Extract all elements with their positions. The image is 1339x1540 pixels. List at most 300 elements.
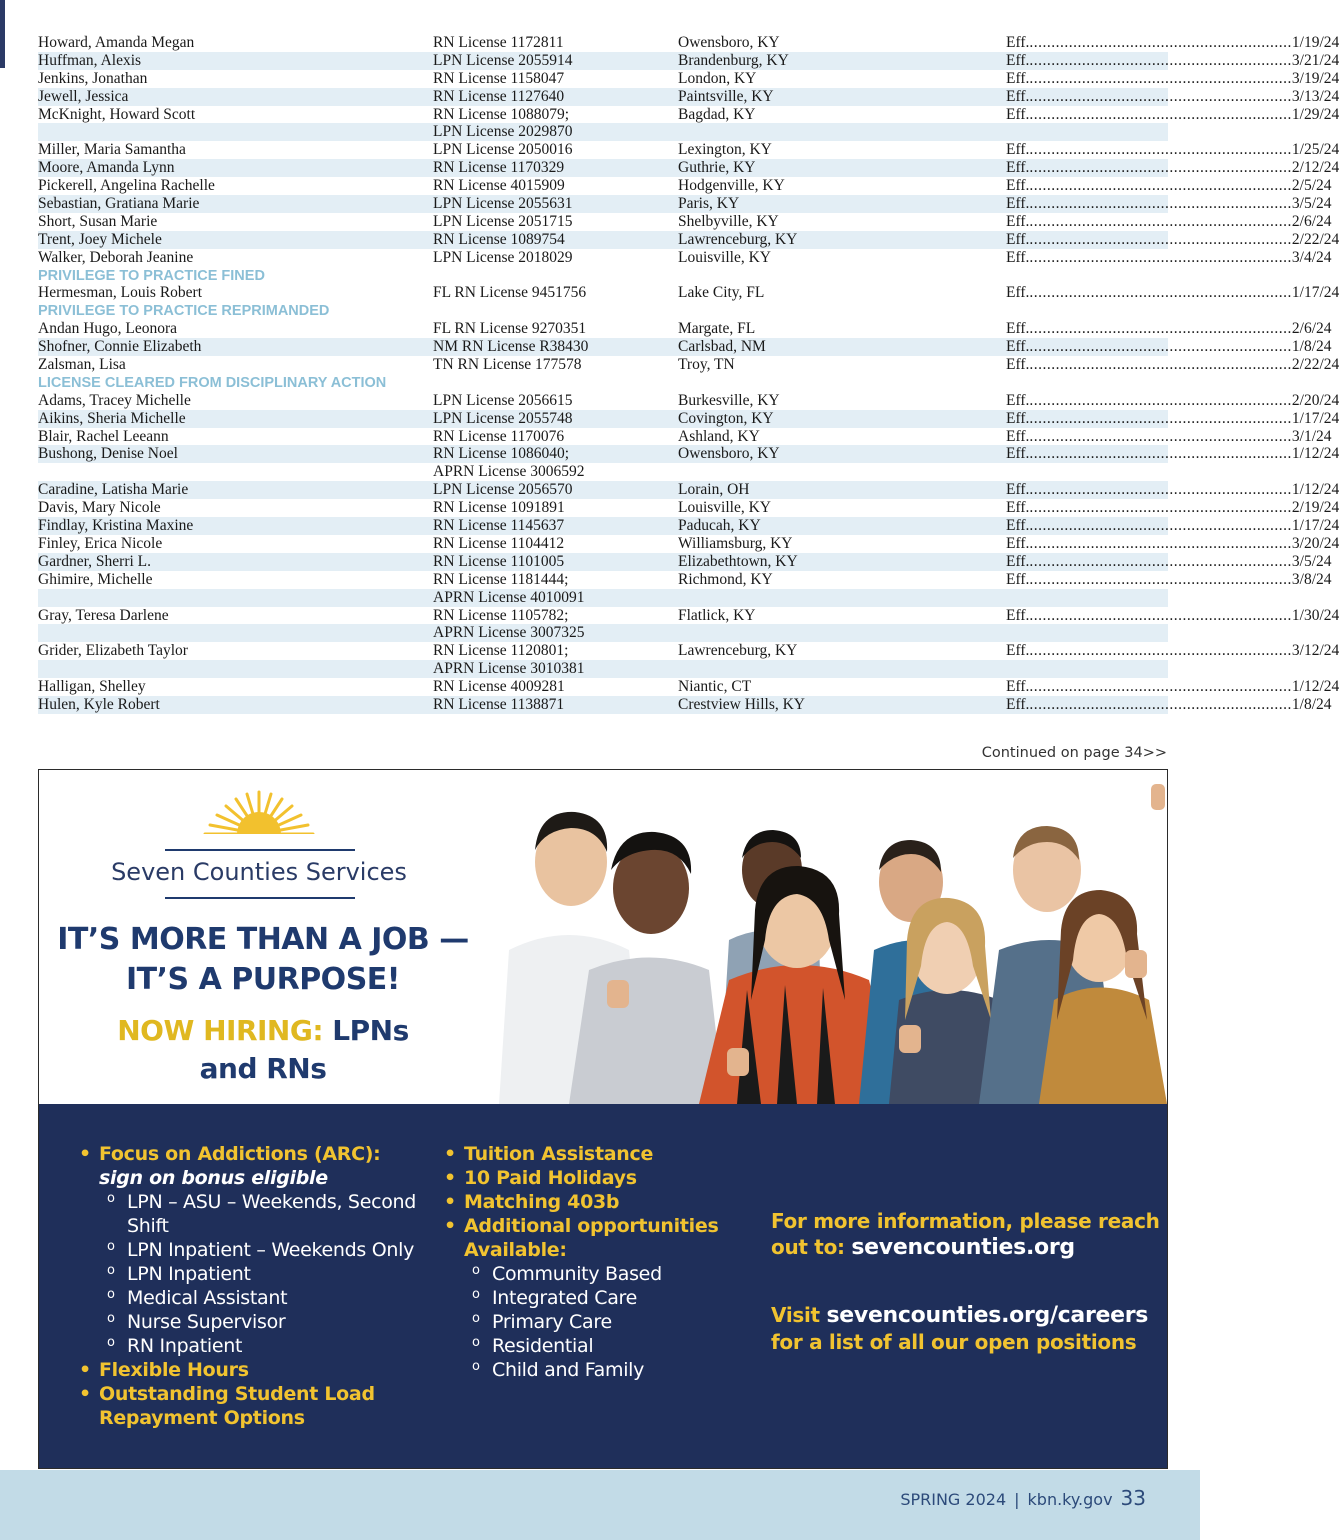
effective-label: Eff. — [1006, 409, 1030, 427]
table-row — [38, 69, 1339, 88]
effective-date-value: 3/21/24 — [1291, 51, 1339, 69]
licensee-name: Grider, Elizabeth Taylor — [38, 642, 188, 660]
effective-label: Eff. — [1006, 105, 1030, 123]
license-number: RN License 1145637 — [433, 517, 565, 535]
effective-date-value: 1/30/24 — [1291, 606, 1339, 624]
license-number: RN License 1101005 — [433, 552, 565, 570]
hiring-roles-1: LPNs — [332, 1014, 409, 1047]
effective-date-value: 2/6/24 — [1291, 320, 1332, 338]
effective-date-value: 3/5/24 — [1291, 195, 1332, 213]
effective-date — [1006, 570, 1332, 589]
effective-date — [1006, 34, 1339, 52]
table-row — [38, 356, 1339, 374]
effective-label: Eff. — [1006, 391, 1030, 409]
dot-leader: ............................................................ — [1029, 51, 1292, 69]
section-heading: PRIVILEGE TO PRACTICE REPRIMANDED — [38, 303, 330, 320]
effective-label: Eff. — [1006, 159, 1030, 177]
license-number: RN License 1089754 — [433, 230, 565, 248]
license-number: LPN License 2050016 — [433, 141, 573, 159]
licensee-city: Louisville, KY — [678, 248, 771, 266]
table-row — [38, 534, 1339, 553]
effective-date — [1006, 517, 1339, 535]
effective-label: Eff. — [1006, 499, 1030, 517]
table-row — [38, 499, 1339, 517]
dot-leader: ............................................................ — [1029, 320, 1292, 338]
table-row — [38, 248, 1332, 267]
effective-date — [1006, 356, 1339, 374]
license-number: RN License 1088079; — [433, 105, 570, 123]
table-row — [38, 695, 1332, 714]
dot-leader: ............................................................ — [1029, 481, 1292, 499]
licensee-name: Ghimire, Michelle — [38, 570, 153, 588]
table-row — [38, 338, 1332, 356]
arc-position-item: o LPN – ASU – Weekends, Second Shift — [127, 1190, 429, 1238]
table-row — [38, 678, 1339, 696]
table-row — [38, 105, 1339, 124]
licensee-name: Gardner, Sherri L. — [38, 552, 152, 570]
table-row — [38, 87, 1339, 106]
licensee-city: Crestview Hills, KY — [678, 695, 806, 713]
license-number: RN License 1138871 — [433, 695, 565, 713]
table-row — [38, 589, 1168, 607]
licensee-city: Burkesville, KY — [678, 391, 780, 409]
table-row — [38, 141, 1339, 159]
dot-leader: ............................................................ — [1029, 105, 1292, 123]
arc-position-item: o LPN Inpatient — [127, 1262, 429, 1286]
effective-label: Eff. — [1006, 678, 1030, 696]
effective-date — [1006, 177, 1332, 195]
licensee-city: Lexington, KY — [678, 141, 772, 159]
effective-label: Eff. — [1006, 230, 1030, 248]
license-number: RN License 1104412 — [433, 534, 565, 552]
info-line-2: out to: — [771, 1235, 845, 1259]
effective-date — [1006, 678, 1339, 696]
license-number: APRN License 3007325 — [433, 624, 585, 642]
additional-opportunity-item: o Residential — [492, 1334, 754, 1358]
licensee-name: McKnight, Howard Scott — [38, 105, 196, 123]
dot-leader: ............................................................ — [1029, 427, 1292, 445]
licensee-city: Louisville, KY — [678, 499, 771, 517]
effective-date-value: 3/4/24 — [1291, 248, 1332, 266]
table-row — [38, 445, 1339, 463]
arc-position-item: o LPN Inpatient – Weekends Only — [127, 1238, 429, 1262]
effective-label: Eff. — [1006, 517, 1030, 535]
license-number: APRN License 3006592 — [433, 463, 585, 481]
table-row — [38, 51, 1339, 70]
now-hiring-label: NOW HIRING: — [117, 1014, 324, 1047]
licensee-city: Lawrenceburg, KY — [678, 642, 798, 660]
license-number: LPN License 2055914 — [433, 51, 573, 69]
effective-date — [1006, 427, 1332, 446]
licensee-name: Findlay, Kristina Maxine — [38, 517, 194, 535]
licensee-city: Owensboro, KY — [678, 445, 780, 463]
license-number: LPN License 2055748 — [433, 409, 573, 427]
dot-leader: ............................................................ — [1029, 678, 1292, 696]
effective-date-value: 1/8/24 — [1291, 695, 1332, 713]
dot-leader: ............................................................ — [1029, 34, 1292, 51]
licensee-name: Finley, Erica Nicole — [38, 534, 163, 552]
dot-leader: ............................................................ — [1029, 552, 1292, 570]
licensee-city: Richmond, KY — [678, 570, 773, 588]
licensee-city: Margate, FL — [678, 320, 756, 338]
effective-date — [1006, 338, 1332, 356]
license-number: RN License 1120801; — [433, 642, 569, 660]
licensee-name: Davis, Mary Nicole — [38, 499, 161, 517]
effective-date — [1006, 87, 1339, 106]
license-number: LPN License 2051715 — [433, 212, 573, 230]
licensee-city: Covington, KY — [678, 409, 774, 427]
effective-date-value: 1/25/24 — [1291, 141, 1339, 159]
licensee-city: Owensboro, KY — [678, 34, 780, 51]
effective-date-value: 1/17/24 — [1291, 409, 1339, 427]
effective-date — [1006, 51, 1339, 70]
sun-logo-icon — [189, 786, 329, 846]
additional-opportunities-list — [464, 1262, 754, 1382]
contact-info — [771, 1208, 1160, 1261]
licensee-name: Aikins, Sheria Michelle — [38, 409, 186, 427]
dot-leader: ............................................................ — [1029, 230, 1292, 248]
effective-date-value: 3/8/24 — [1291, 570, 1332, 588]
licensee-name: Zalsman, Lisa — [38, 356, 126, 374]
license-number: RN License 1158047 — [433, 69, 565, 87]
table-row — [38, 552, 1332, 571]
effective-date — [1006, 105, 1339, 124]
table-row — [38, 391, 1339, 410]
holidays-benefit: • 10 Paid Holidays — [444, 1166, 754, 1190]
effective-date-value: 1/8/24 — [1291, 338, 1332, 356]
dot-leader: ............................................................ — [1029, 212, 1292, 230]
effective-date-value: 3/1/24 — [1291, 427, 1332, 445]
effective-date — [1006, 141, 1339, 159]
table-row — [38, 660, 1168, 678]
effective-date-value: 2/22/24 — [1291, 230, 1339, 248]
visit-label: Visit — [771, 1303, 820, 1327]
table-row — [38, 159, 1339, 177]
license-number: APRN License 4010091 — [433, 588, 585, 606]
licensee-city: Elizabethtown, KY — [678, 552, 798, 570]
effective-label: Eff. — [1006, 177, 1030, 195]
tuition-benefit: • Tuition Assistance — [444, 1142, 754, 1166]
continued-link[interactable]: Continued on page 34>> — [981, 745, 1167, 761]
effective-date-value: 3/12/24 — [1291, 642, 1339, 660]
dot-leader: ............................................................ — [1029, 409, 1292, 427]
licensee-name: Hermesman, Louis Robert — [38, 284, 203, 302]
effective-date — [1006, 695, 1332, 714]
effective-date-value: 2/12/24 — [1291, 159, 1339, 177]
dot-leader: ............................................................ — [1029, 195, 1292, 213]
licensee-city: Williamsburg, KY — [678, 534, 793, 552]
dot-leader: ............................................................ — [1029, 338, 1292, 356]
licensee-city: Brandenburg, KY — [678, 51, 789, 69]
effective-date — [1006, 445, 1339, 463]
licensee-name: Halligan, Shelley — [38, 678, 146, 696]
effective-date-value: 3/5/24 — [1291, 552, 1332, 570]
effective-date-value: 2/22/24 — [1291, 356, 1339, 374]
table-row — [38, 320, 1332, 338]
dot-leader: ............................................................ — [1029, 695, 1292, 713]
license-number: RN License 1172811 — [433, 34, 564, 51]
license-number: RN License 1181444; — [433, 570, 569, 588]
effective-date — [1006, 69, 1339, 88]
licensee-name: Moore, Amanda Lynn — [38, 159, 175, 177]
logo-rule-top — [165, 849, 355, 851]
license-number: RN License 1170329 — [433, 159, 565, 177]
flexible-hours-benefit: • Flexible Hours — [79, 1358, 429, 1382]
licensee-name: Shofner, Connie Elizabeth — [38, 338, 202, 356]
effective-date — [1006, 481, 1339, 499]
effective-date-value: 1/17/24 — [1291, 284, 1339, 302]
licensee-name: Blair, Rachel Leeann — [38, 427, 169, 445]
additional-opportunity-item: o Primary Care — [492, 1310, 754, 1334]
dot-leader: ............................................................ — [1029, 642, 1292, 660]
licensee-city: Hodgenville, KY — [678, 177, 785, 195]
effective-label: Eff. — [1006, 356, 1030, 374]
effective-date-value: 3/13/24 — [1291, 87, 1339, 105]
dot-leader: ............................................................ — [1029, 356, 1292, 374]
additional-opportunity-item: o Child and Family — [492, 1358, 754, 1382]
license-number: RN License 1170076 — [433, 427, 565, 445]
licensee-name: Huffman, Alexis — [38, 51, 142, 69]
effective-date-value: 1/17/24 — [1291, 517, 1339, 535]
page-edge-marker — [0, 0, 5, 68]
license-number: APRN License 3010381 — [433, 660, 585, 678]
additional-opportunities — [444, 1214, 754, 1382]
table-row — [38, 427, 1332, 446]
arc-position-item: o Nurse Supervisor — [127, 1310, 429, 1334]
effective-label: Eff. — [1006, 695, 1030, 713]
licensee-name: Adams, Tracey Michelle — [38, 391, 191, 409]
effective-label: Eff. — [1006, 606, 1030, 624]
effective-date-value: 2/6/24 — [1291, 212, 1332, 230]
effective-label: Eff. — [1006, 481, 1030, 499]
section-heading: LICENSE CLEARED FROM DISCIPLINARY ACTION — [38, 374, 387, 391]
dot-leader: ............................................................ — [1029, 159, 1292, 177]
licensee-city: Ashland, KY — [678, 427, 760, 445]
effective-date — [1006, 195, 1332, 213]
brand-name: Seven Counties Services — [111, 858, 407, 886]
footer-separator: | — [1014, 1490, 1020, 1509]
licensee-name: Jewell, Jessica — [38, 87, 129, 105]
table-row — [38, 284, 1339, 302]
licensee-city: Lorain, OH — [678, 481, 750, 499]
licensee-city: Shelbyville, KY — [678, 212, 779, 230]
effective-date-value: 1/12/24 — [1291, 678, 1339, 696]
effective-date-value: 1/12/24 — [1291, 481, 1339, 499]
licensee-name: Caradine, Latisha Marie — [38, 481, 189, 499]
table-row — [38, 570, 1332, 589]
effective-date — [1006, 212, 1332, 231]
license-number: RN License 4015909 — [433, 177, 565, 195]
careers-info — [771, 1302, 1148, 1355]
license-number: LPN License 2029870 — [433, 123, 573, 141]
table-row — [38, 409, 1339, 428]
license-number: TN RN License 177578 — [433, 356, 582, 374]
effective-date — [1006, 642, 1339, 660]
table-row — [38, 212, 1332, 231]
effective-label: Eff. — [1006, 87, 1030, 105]
effective-date — [1006, 552, 1332, 571]
table-row — [38, 624, 1168, 642]
license-number: FL RN License 9270351 — [433, 320, 587, 338]
careers-suffix: for a list of all our open positions — [771, 1330, 1137, 1354]
licensee-name: Andan Hugo, Leonora — [38, 320, 178, 338]
now-hiring — [39, 1012, 487, 1088]
info-line-1: For more information, please reach — [771, 1209, 1160, 1233]
dot-leader: ............................................................ — [1029, 69, 1292, 87]
ad-header — [39, 770, 1167, 1104]
additional-label: Additional opportunities Available: — [464, 1215, 719, 1261]
effective-label: Eff. — [1006, 642, 1030, 660]
effective-label: Eff. — [1006, 69, 1030, 87]
dot-leader: ............................................................ — [1029, 177, 1292, 195]
effective-label: Eff. — [1006, 338, 1030, 356]
effective-date — [1006, 284, 1339, 302]
dot-leader: ............................................................ — [1029, 534, 1292, 552]
careers-link[interactable]: sevencounties.org/careers — [826, 1303, 1149, 1328]
page-number: 33 — [1120, 1486, 1146, 1510]
ad-headline — [39, 920, 487, 1000]
effective-label: Eff. — [1006, 445, 1030, 463]
licensee-name: Bushong, Denise Noel — [38, 445, 178, 463]
dot-leader: ............................................................ — [1029, 284, 1292, 302]
matching-benefit: • Matching 403b — [444, 1190, 754, 1214]
table-row — [38, 463, 1168, 481]
effective-date-value: 2/19/24 — [1291, 499, 1339, 517]
effective-label: Eff. — [1006, 248, 1030, 266]
table-row — [38, 123, 1168, 141]
licensee-name: Howard, Amanda Megan — [38, 34, 195, 51]
license-number: LPN License 2055631 — [433, 195, 573, 213]
effective-label: Eff. — [1006, 141, 1030, 159]
table-row — [38, 642, 1339, 660]
effective-date — [1006, 320, 1332, 338]
effective-date — [1006, 391, 1339, 410]
dot-leader: ............................................................ — [1029, 570, 1292, 588]
licensee-name: Miller, Maria Samantha — [38, 141, 186, 159]
arc-label: Focus on Addictions (ARC): — [99, 1143, 381, 1165]
footer-site-link[interactable]: kbn.ky.gov — [1027, 1490, 1113, 1509]
licensee-name: Sebastian, Gratiana Marie — [38, 195, 200, 213]
licensee-city: Paintsville, KY — [678, 87, 774, 105]
effective-date-value: 1/12/24 — [1291, 445, 1339, 463]
effective-date — [1006, 230, 1339, 249]
arc-positions-list — [99, 1190, 429, 1358]
license-number: RN License 4009281 — [433, 678, 565, 696]
footer-text — [900, 1486, 1146, 1510]
effective-date — [1006, 159, 1339, 177]
effective-label: Eff. — [1006, 284, 1030, 302]
effective-date — [1006, 409, 1339, 428]
benefits-column-1 — [79, 1142, 429, 1430]
licensee-name: Pickerell, Angelina Rachelle — [38, 177, 215, 195]
effective-date-value: 1/29/24 — [1291, 105, 1339, 123]
dot-leader: ............................................................ — [1029, 517, 1292, 535]
additional-opportunity-item: o Integrated Care — [492, 1286, 754, 1310]
licensee-name: Gray, Teresa Darlene — [38, 606, 169, 624]
headline-line-2: IT’S A PURPOSE! — [126, 962, 400, 997]
website-link[interactable]: sevencounties.org — [851, 1235, 1075, 1260]
effective-date — [1006, 534, 1339, 553]
table-row — [38, 481, 1339, 499]
license-number: RN License 1086040; — [433, 445, 570, 463]
license-number: NM RN License R38430 — [433, 338, 589, 356]
licensee-city: Paris, KY — [678, 195, 740, 213]
license-number: LPN License 2056615 — [433, 391, 573, 409]
license-number: FL RN License 9451756 — [433, 284, 587, 302]
arc-position-item: o RN Inpatient — [127, 1334, 429, 1358]
footer-season: SPRING 2024 — [900, 1490, 1007, 1509]
effective-date-value: 3/20/24 — [1291, 534, 1339, 552]
table-row — [38, 34, 1339, 52]
licensee-name: Hulen, Kyle Robert — [38, 695, 160, 713]
additional-opportunity-item: o Community Based — [492, 1262, 754, 1286]
licensee-name: Walker, Deborah Jeanine — [38, 248, 194, 266]
licensee-city: Carlsbad, NM — [678, 338, 766, 356]
effective-label: Eff. — [1006, 534, 1030, 552]
licensee-city: Troy, TN — [678, 356, 735, 374]
effective-label: Eff. — [1006, 51, 1030, 69]
dot-leader: ............................................................ — [1029, 606, 1292, 624]
effective-label: Eff. — [1006, 552, 1030, 570]
dot-leader: ............................................................ — [1029, 87, 1292, 105]
license-number: RN License 1127640 — [433, 87, 565, 105]
logo-rule-bottom — [165, 897, 355, 899]
hiring-roles-2: and RNs — [199, 1052, 327, 1085]
licensee-city: Lake City, FL — [678, 284, 765, 302]
dot-leader: ............................................................ — [1029, 445, 1292, 463]
effective-date-value: 1/19/24 — [1291, 34, 1339, 51]
licensee-city: Paducah, KY — [678, 517, 761, 535]
arc-bonus: sign on bonus eligible — [99, 1167, 328, 1189]
licensee-city: London, KY — [678, 69, 757, 87]
effective-label: Eff. — [1006, 195, 1030, 213]
headline-line-1: IT’S MORE THAN A JOB — — [57, 922, 469, 957]
seven-counties-ad — [38, 769, 1168, 1469]
dot-leader: ............................................................ — [1029, 248, 1292, 266]
disciplinary-table — [38, 34, 1339, 714]
license-number: LPN License 2056570 — [433, 481, 573, 499]
effective-label: Eff. — [1006, 34, 1030, 51]
licensee-city: Flatlick, KY — [678, 606, 756, 624]
effective-label: Eff. — [1006, 212, 1030, 230]
effective-label: Eff. — [1006, 570, 1030, 588]
dot-leader: ............................................................ — [1029, 141, 1292, 159]
effective-date-value: 2/20/24 — [1291, 391, 1339, 409]
group-thumbs-up-photo — [479, 770, 1167, 1104]
arc-benefit — [79, 1142, 429, 1358]
page-footer — [0, 1470, 1200, 1540]
arc-position-item: o Medical Assistant — [127, 1286, 429, 1310]
table-row — [38, 177, 1332, 195]
licensee-name: Short, Susan Marie — [38, 212, 158, 230]
licensee-city: Lawrenceburg, KY — [678, 230, 798, 248]
table-row — [38, 517, 1339, 535]
section-heading: PRIVILEGE TO PRACTICE FINED — [38, 267, 265, 284]
licensee-name: Jenkins, Jonathan — [38, 69, 148, 87]
table-row — [38, 606, 1339, 625]
licensee-city: Guthrie, KY — [678, 159, 756, 177]
dot-leader: ............................................................ — [1029, 391, 1292, 409]
licensee-city: Niantic, CT — [678, 678, 752, 696]
table-row — [38, 230, 1339, 249]
effective-date-value: 3/19/24 — [1291, 69, 1339, 87]
effective-date-value: 2/5/24 — [1291, 177, 1332, 195]
licensee-city: Bagdad, KY — [678, 105, 756, 123]
license-number: RN License 1105782; — [433, 606, 569, 624]
effective-date — [1006, 248, 1332, 267]
effective-date — [1006, 606, 1339, 625]
effective-label: Eff. — [1006, 320, 1030, 338]
